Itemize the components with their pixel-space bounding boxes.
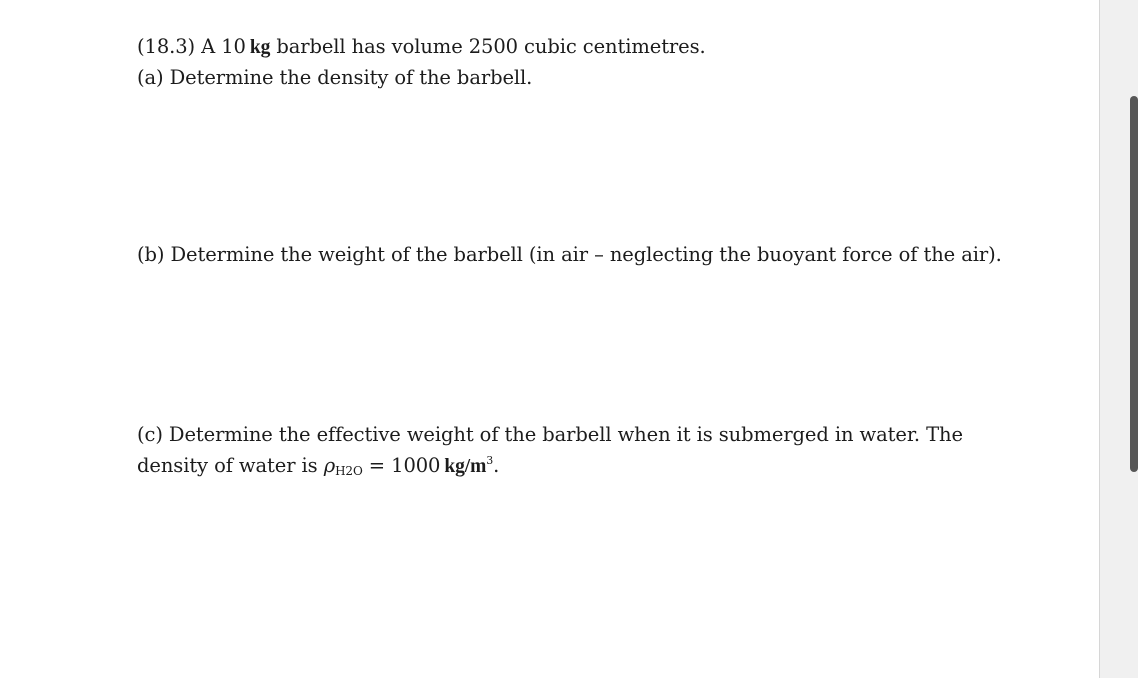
final-period: .: [493, 454, 500, 477]
vertical-scrollbar-thumb[interactable]: [1130, 96, 1138, 472]
intro-unit-kg: kg: [249, 37, 271, 58]
part-c-question-line1: (c) Determine the effective weight of the barbell when it is submerged in water. The: [137, 423, 963, 446]
unit-kg-per-m: kg/m: [444, 456, 487, 477]
unit-exponent: 3: [486, 454, 494, 467]
part-b-question: (b) Determine the weight of the barbell (in air – neglecting the buoyant force of the air).: [137, 243, 1002, 266]
rho-subscript: H2O: [335, 464, 363, 478]
part-c-question-line2: [137, 449, 499, 483]
vertical-scrollbar-track[interactable]: [1099, 0, 1138, 678]
equals-value: = 1000: [362, 454, 441, 477]
intro-suffix: barbell has volume 2500 cubic centimetres.: [270, 35, 706, 58]
rho-symbol: ρ: [323, 454, 336, 477]
part-c-line2-prefix: density of water is: [137, 454, 324, 477]
intro-prefix: (18.3) A 10: [137, 35, 246, 58]
problem-intro: [137, 35, 706, 60]
part-a-question: (a) Determine the density of the barbell.: [137, 66, 533, 89]
